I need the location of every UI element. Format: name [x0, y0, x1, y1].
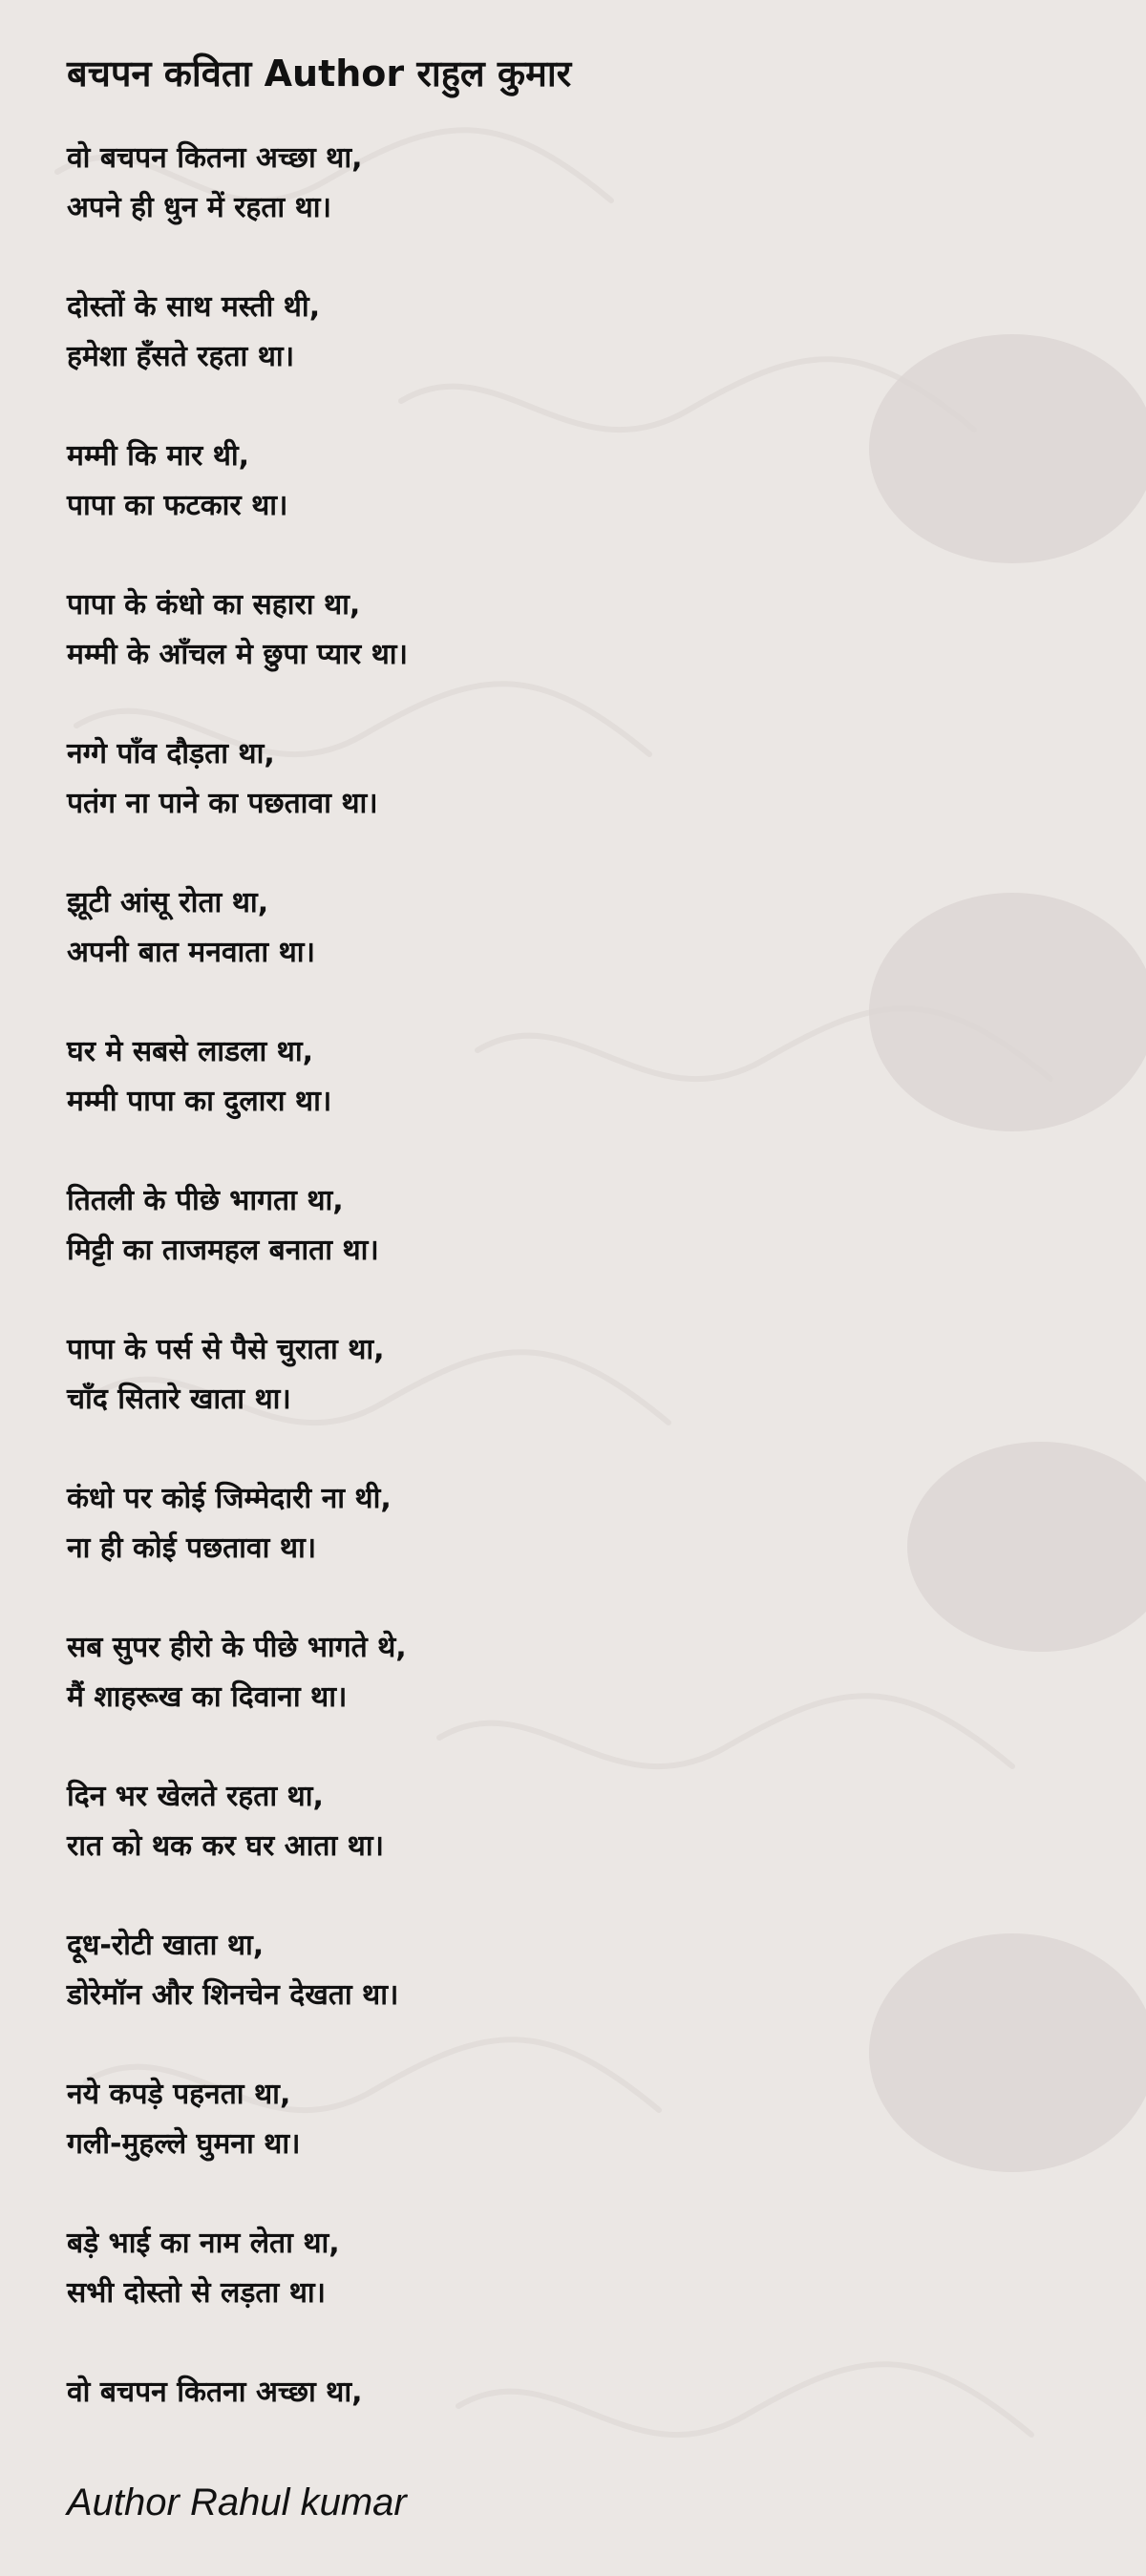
- stanza: [67, 134, 1079, 233]
- stanza: [67, 2368, 1079, 2418]
- stanza: [67, 2070, 1079, 2169]
- poem-line: दिन भर खेलते रहता था,: [67, 1780, 324, 1813]
- poem-line: गली-मुहल्ले घुमना था।: [67, 2127, 301, 2161]
- stanza: [67, 2219, 1079, 2318]
- poem-line: मम्मी कि मार थी,: [67, 439, 250, 473]
- poem-line: पापा के कंधो का सहारा था,: [67, 588, 361, 622]
- stanza: [67, 1474, 1079, 1573]
- stanza: [67, 1176, 1079, 1276]
- poem-line: पापा का फटकार था।: [67, 489, 288, 522]
- poem-line: कंधो पर कोई जिम्मेदारी ना थी,: [67, 1482, 392, 1515]
- poem-line: नये कपड़े पहनता था,: [67, 2078, 291, 2111]
- poem-line: दूध-रोटी खाता था,: [67, 1929, 265, 1962]
- poem-line: मैं शाहरूख का दिवाना था।: [67, 1680, 348, 1714]
- stanza: [67, 878, 1079, 978]
- poem-body: [67, 48, 1079, 2467]
- stanza: [67, 432, 1079, 531]
- poem-line: चाँद सितारे खाता था।: [67, 1383, 291, 1416]
- stanza: [67, 1921, 1079, 2020]
- poem-line: बड़े भाई का नाम लेता था,: [67, 2227, 340, 2260]
- poem-line: दोस्तों के साथ मस्ती थी,: [67, 290, 321, 324]
- poem-line: मम्मी के आँचल मे छुपा प्यार था।: [67, 638, 408, 671]
- poem-line: मम्मी पापा का दुलारा था।: [67, 1085, 332, 1118]
- poem-line: मिट्टी का ताजमहल बनाता था।: [67, 1234, 379, 1267]
- poem-line: पापा के पर्स से पैसे चुराता था,: [67, 1333, 385, 1366]
- poem-line: ना ही कोई पछतावा था।: [67, 1531, 317, 1565]
- stanza: [67, 1027, 1079, 1127]
- poem-line: अपनी बात मनवाता था।: [67, 936, 315, 969]
- poem-line: वो बचपन कितना अच्छा था,: [67, 141, 363, 175]
- poem-line: सब सुपर हीरो के पीछे भागते थे,: [67, 1631, 407, 1664]
- stanza: [67, 1772, 1079, 1871]
- stanza: [67, 1325, 1079, 1425]
- poem-line: पतंग ना पाने का पछतावा था।: [67, 787, 378, 820]
- poem-line: झूटी आंसू रोता था,: [67, 886, 269, 919]
- stanza: [67, 729, 1079, 829]
- poem-line: अपने ही धुन में रहता था।: [67, 191, 331, 224]
- poem-line: सभी दोस्तो से लड़ता था।: [67, 2276, 327, 2310]
- stanza: [67, 581, 1079, 680]
- poem-line: रात को थक कर घर आता था।: [67, 1829, 384, 1863]
- poem-line: नग्गे पाँव दौड़ता था,: [67, 737, 275, 771]
- poem-line: वो बचपन कितना अच्छा था,: [67, 2375, 363, 2409]
- poem-title: बचपन कविता Author राहुल कुमार: [67, 53, 572, 95]
- poem-line: हमेशा हँसते रहता था।: [67, 340, 295, 373]
- stanza: [67, 1623, 1079, 1722]
- stanza: [67, 283, 1079, 382]
- poem-line: डोरेमॉन और शिनचेन देखता था।: [67, 1978, 399, 2012]
- poem-line: घर मे सबसे लाडला था,: [67, 1035, 314, 1068]
- author-signature: Author Rahul kumar: [67, 2481, 407, 2523]
- poem-line: तितली के पीछे भागता था,: [67, 1184, 344, 1217]
